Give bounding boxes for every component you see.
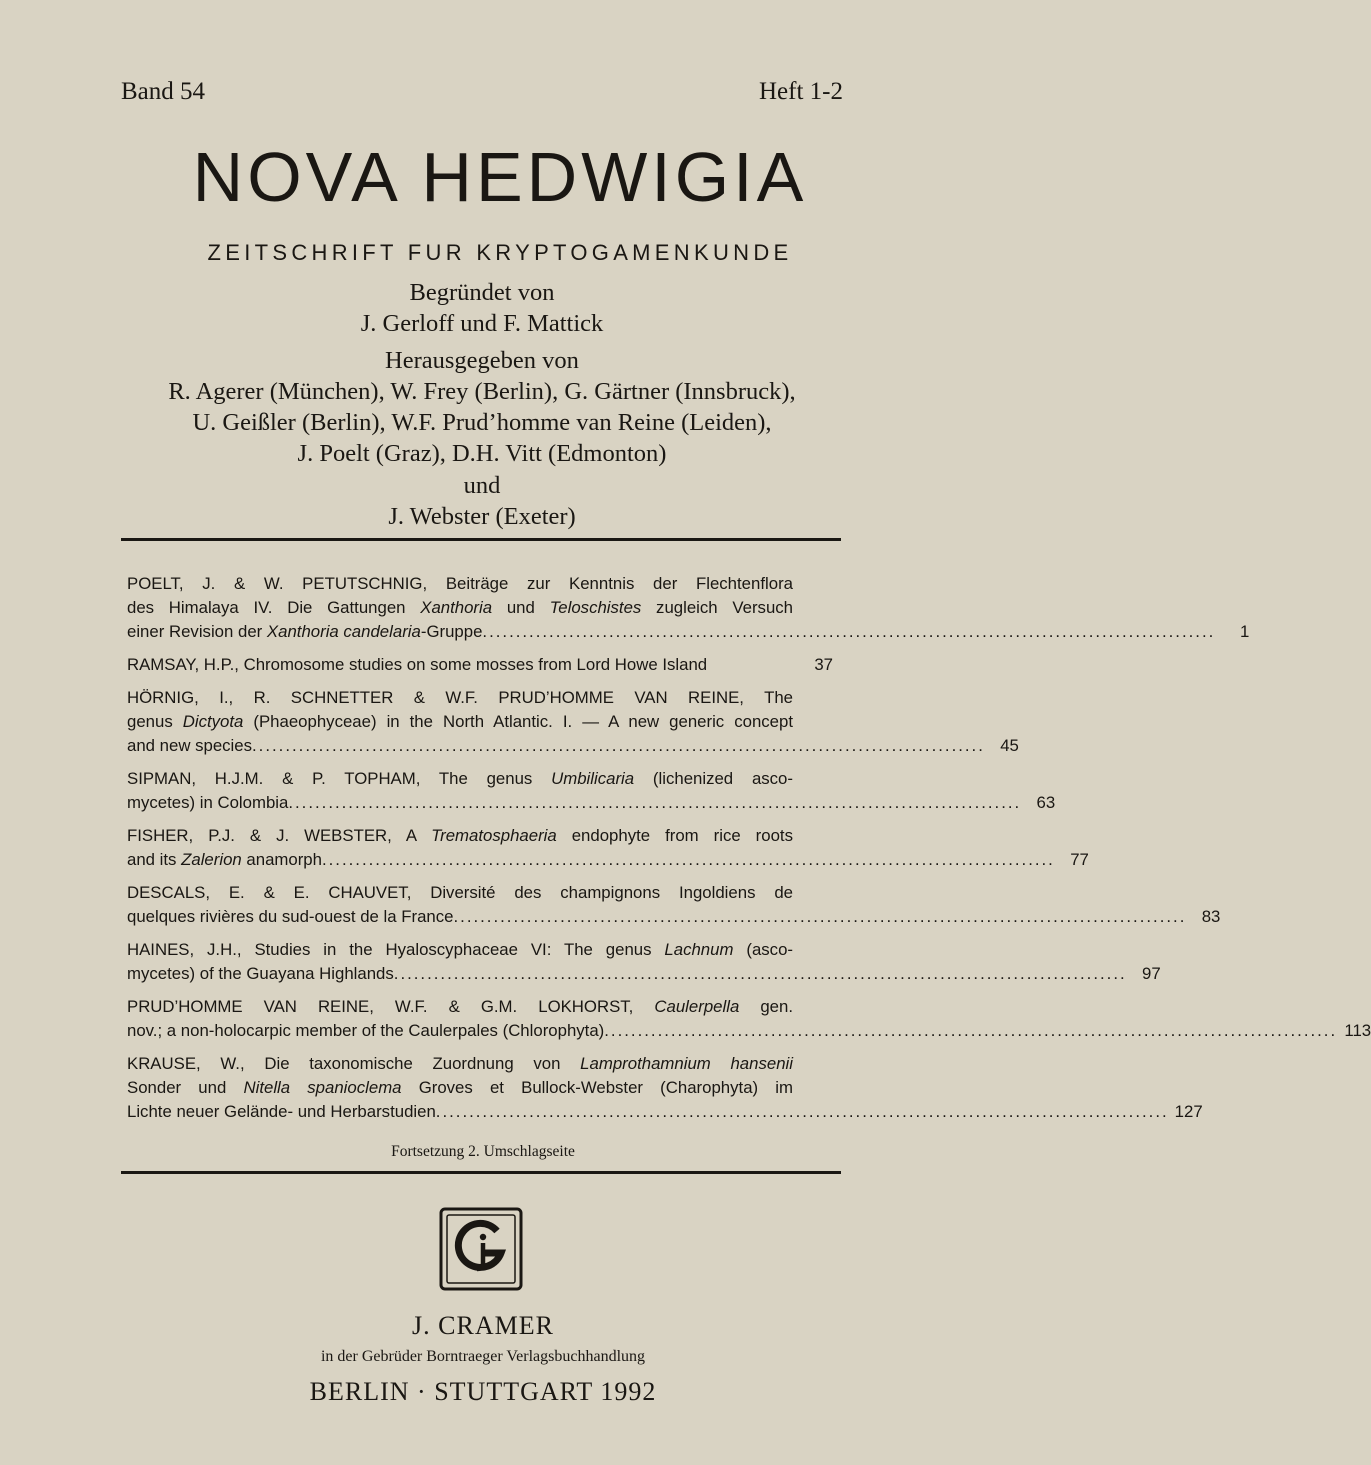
toc-entry-line: DESCALS, E. & E. CHAUVET, Diversité des champignons Ingoldiens de — [127, 883, 793, 902]
page-number: 127 — [1174, 1102, 1203, 1121]
volume-number: Band 54 — [121, 78, 206, 105]
publisher-imprint: in der Gebrüder Borntraeger Verlagsbuchhandlung — [320, 1348, 646, 1365]
founders-label: Begründet von — [409, 279, 555, 306]
toc-entry-line: genus Dictyota (Phaeophyceae) in the North Atlantic. I. — A new generic concept — [127, 712, 793, 731]
toc-entry-line: HAINES, J.H., Studies in the Hyaloscyphaceae VI: The genus Lachnum (asco- — [127, 940, 793, 959]
page-number: 45 — [1000, 736, 1019, 755]
continuation-note: Fortsetzung 2. Umschlagseite — [391, 1143, 575, 1160]
cramer-gj-monogram-icon — [439, 1207, 523, 1291]
toc-entry-line: mycetes) in Colombia .............................................................................................................. 63 — [127, 791, 833, 815]
toc-entry-line: quelques rivières du sud-ouest de la France .............................................................................................................. 83 — [127, 905, 833, 929]
page-number: 1 — [1239, 622, 1250, 641]
page-number: 37 — [814, 655, 833, 674]
publisher-name: J. CRAMER — [412, 1311, 554, 1340]
toc-entry — [127, 938, 1161, 986]
bottom-divider — [121, 1171, 841, 1174]
editors-line-2: U. Geißler (Berlin), W.F. Prud’homme van Reine (Leiden), — [192, 409, 772, 436]
top-divider — [121, 538, 841, 541]
editors-line-1: R. Agerer (München), W. Frey (Berlin), G. Gärtner (Innsbruck), — [168, 378, 796, 405]
toc-entry-line: RAMSAY, H.P., Chromosome studies on some mosses from Lord Howe Island 37 — [127, 653, 833, 677]
toc-entry-line: SIPMAN, H.J.M. & P. TOPHAM, The genus Umbilicaria (lichenized asco- — [127, 769, 793, 788]
publication-place-year: BERLIN · STUTTGART 1992 — [309, 1377, 657, 1406]
editors-line-4: J. Webster (Exeter) — [388, 503, 576, 530]
journal-subtitle: ZEITSCHRIFT FUR KRYPTOGAMENKUNDE — [207, 240, 793, 265]
toc-entry — [127, 572, 1250, 644]
page-number: 97 — [1141, 964, 1161, 983]
toc-entry — [127, 767, 1056, 815]
toc-entry-line: HÖRNIG, I., R. SCHNETTER & W.F. PRUD’HOMME VAN REINE, The — [127, 688, 793, 707]
editors-conjunction: und — [463, 472, 501, 499]
toc-entry-line: Lichte neuer Gelände- und Herbarstudien .............................................................................................................. 127 — [127, 1100, 833, 1124]
toc-entry-line: Sonder und Nitella spanioclema Groves et Bullock-Webster (Charophyta) im — [127, 1078, 794, 1097]
page-number: 113 — [1344, 1021, 1371, 1040]
toc-entry-line: KRAUSE, W., Die taxonomische Zuordnung von Lamprothamnium hansenii — [127, 1054, 793, 1073]
editors-line-3: J. Poelt (Graz), D.H. Vitt (Edmonton) — [297, 440, 667, 467]
page-number: 77 — [1070, 850, 1089, 869]
toc-entry — [127, 653, 833, 677]
toc-entry — [127, 881, 1221, 929]
toc-entry-line: and new species .............................................................................................................. 45 — [127, 734, 833, 758]
page-number: 83 — [1201, 907, 1221, 926]
founders-names: J. Gerloff und F. Mattick — [360, 310, 604, 337]
toc-entry-line: and its Zalerion anamorph .............................................................................................................. 77 — [127, 848, 833, 872]
issue-number: Heft 1-2 — [759, 78, 843, 105]
toc-entry — [127, 995, 1371, 1043]
table-of-contents — [127, 572, 1371, 1133]
toc-entry-line: nov.; a non-holocarpic member of the Caulerpales (Chlorophyta) .............................................................................................................. 113 — [127, 1019, 833, 1043]
toc-entry-line: POELT, J. & W. PETUTSCHNIG, Beiträge zur Kenntnis der Flechtenflora — [127, 574, 793, 593]
toc-entry — [127, 686, 1019, 758]
toc-entry — [127, 1052, 1203, 1124]
toc-entry — [127, 824, 1089, 872]
page-number: 63 — [1036, 793, 1056, 812]
toc-entry-line: FISHER, P.J. & J. WEBSTER, A Trematosphaeria endophyte from rice roots — [127, 826, 793, 845]
editors-label: Herausgegeben von — [385, 347, 579, 374]
toc-entry-line: PRUD’HOMME VAN REINE, W.F. & G.M. LOKHORST, Caulerpella gen. — [127, 997, 793, 1016]
toc-entry-line: einer Revision der Xanthoria candelaria-Gruppe .............................................................................................................. 1 — [127, 620, 833, 644]
toc-entry-line: des Himalaya IV. Die Gattungen Xanthoria und Teloschistes zugleich Versuch — [127, 598, 793, 617]
journal-title: NOVA HEDWIGIA — [192, 138, 808, 216]
toc-entry-line: mycetes) of the Guayana Highlands .............................................................................................................. 97 — [127, 962, 833, 986]
